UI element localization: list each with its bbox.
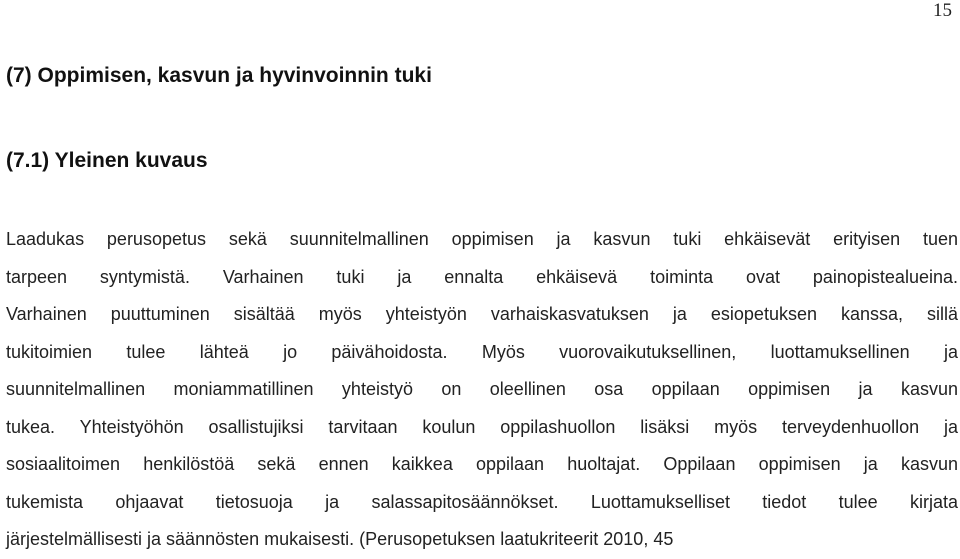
paragraph-line: tarpeen syntymistä. Varhainen tuki ja ennalta ehkäisevä toiminta ovat painopistealueina. [6, 266, 958, 287]
paragraph-line: tukitoimien tulee lähteä jo päivähoidosta. Myös vuorovaikutuksellinen, luottamuksellinen ja [6, 341, 958, 362]
paragraph-line: järjestelmällisesti ja säännösten mukaisesti. (Perusopetuksen laatukriteerit 2010, 45 [6, 529, 674, 549]
section-heading: (7) Oppimisen, kasvun ja hyvinvoinnin tuki [6, 64, 432, 87]
page-number: 15 [933, 0, 952, 21]
body-paragraph [6, 221, 958, 559]
paragraph-line: suunnitelmallinen moniammatillinen yhteistyö on oleellinen osa oppilaan oppimisen ja kasvun [6, 379, 958, 399]
paragraph-line: Laadukas perusopetus sekä suunnitelmallinen oppimisen ja kasvun tuki ehkäisevät erityisen tuen [6, 229, 958, 249]
paragraph-line: sosiaalitoimen henkilöstöä sekä ennen kaikkea oppilaan huoltajat. Oppilaan oppimisen ja kasvun [6, 454, 958, 474]
paragraph-line: tukemista ohjaavat tietosuoja ja salassapitosäännökset. Luottamukselliset tiedot tulee kirjata [6, 491, 958, 512]
paragraph-line: tukea. Yhteistyöhön osallistujiksi tarvitaan koulun oppilashuollon lisäksi myös terveydenhuollon ja [6, 416, 958, 437]
paragraph-line: Varhainen puuttuminen sisältää myös yhteistyön varhaiskasvatuksen ja esiopetuksen kanssa, sillä [6, 304, 958, 324]
subsection-heading: (7.1) Yleinen kuvaus [6, 149, 208, 172]
